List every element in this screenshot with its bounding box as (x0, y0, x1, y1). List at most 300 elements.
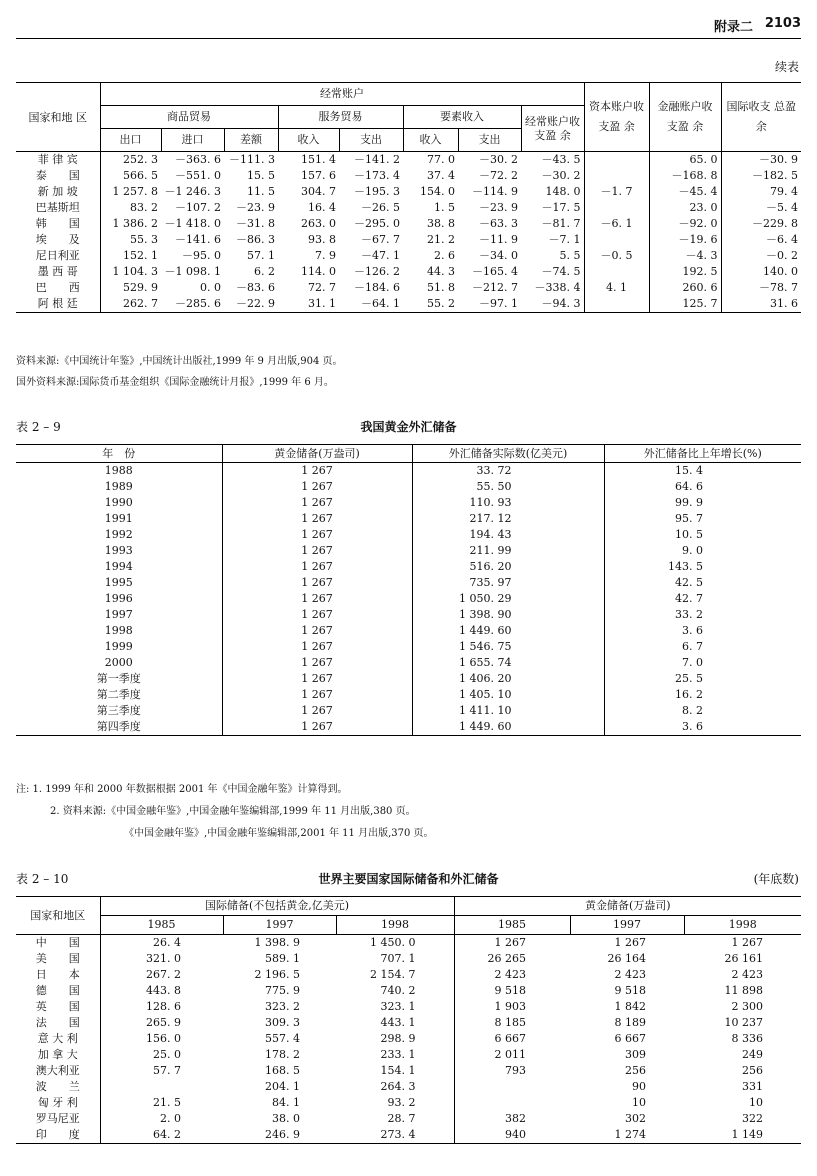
row-label: 法 国 (35, 1016, 80, 1029)
table-cell: 72. 7 (308, 281, 336, 294)
table-cell: 42. 7 (604, 591, 801, 607)
table-cell: 256 (742, 1064, 763, 1077)
table-cell: 77. 0 (427, 153, 455, 166)
table-cell (584, 200, 649, 216)
table-cell: 2 423 (614, 968, 646, 981)
header-gold-reserve: 黄金储备(万盎司) (222, 445, 412, 463)
table-cell: 6 667 (454, 1031, 570, 1047)
header-current-account: 经常账户 (100, 83, 584, 106)
t2-title: 我国黄金外汇储备 (360, 420, 457, 434)
table-cell: 10 (749, 1096, 763, 1109)
table-cell: 8 336 (731, 1032, 763, 1045)
table-cell: 1 398. 90 (412, 607, 604, 623)
table-cell: 57. 1 (247, 249, 275, 262)
table-row (16, 232, 801, 248)
table-cell: －4. 3 (649, 248, 721, 264)
table-cell: 26 164 (607, 952, 646, 965)
table-cell: 152. 1 (100, 248, 161, 264)
table-row (16, 479, 801, 495)
table-cell: －229. 8 (721, 216, 801, 232)
table-cell: 7. 0 (604, 655, 801, 671)
row-label: 加 拿 大 (37, 1048, 78, 1061)
table-cell: －23. 9 (236, 201, 275, 214)
row-label: 1998 (104, 624, 133, 637)
table-cell: 1 104. 3 (100, 264, 161, 280)
table-row (16, 623, 801, 639)
table-cell: 1 267 (222, 623, 412, 639)
table-cell: －30. 9 (721, 152, 801, 169)
table-cell: 1 267 (222, 655, 412, 671)
table-cell: 252. 3 (100, 152, 161, 169)
table-cell (584, 168, 649, 184)
table-cell (584, 232, 649, 248)
table-cell: 2 196. 5 (254, 968, 300, 981)
table-cell: －173. 4 (354, 169, 400, 182)
table-cell: 273. 4 (380, 1128, 416, 1141)
table-cell: 246. 9 (265, 1128, 300, 1141)
table-cell: 557. 4 (265, 1032, 300, 1045)
header-fx-reserve: 外汇储备实际数(亿美元) (412, 445, 604, 463)
table-cell: 1 267 (222, 495, 412, 511)
table-cell: －0. 5 (584, 248, 649, 264)
table-cell: 8 185 (454, 1015, 570, 1031)
table-row (16, 967, 801, 983)
table-cell: 1 450. 0 (370, 936, 416, 949)
table-cell: 1 149 (731, 1128, 763, 1141)
row-label: 阿 根 廷 (37, 297, 78, 310)
table-cell: 33. 2 (604, 607, 801, 623)
table-cell: 9 518 (454, 983, 570, 999)
t3-body (16, 935, 801, 1144)
table-cell: －67. 7 (361, 233, 400, 246)
table-cell: 233. 1 (380, 1048, 416, 1061)
row-label: 中 国 (35, 936, 80, 949)
table-row (16, 200, 801, 216)
row-label: 墨 西 哥 (37, 265, 78, 278)
header-factor-income: 要素收入 (403, 106, 521, 129)
row-label: 巴基斯坦 (35, 201, 80, 214)
table-cell: 140. 0 (721, 264, 801, 280)
table-cell: 25. 5 (604, 671, 801, 687)
table-cell: 217. 12 (412, 511, 604, 527)
table-cell: 1 267 (222, 671, 412, 687)
table-cell: 64. 2 (100, 1127, 223, 1144)
row-label: 第四季度 (96, 720, 141, 733)
table-cell: 154. 0 (420, 185, 455, 198)
gold-fx-reserves-table (16, 444, 801, 736)
table-cell (584, 152, 649, 169)
table-cell: 323. 1 (380, 1000, 416, 1013)
table-cell: 194. 43 (412, 527, 604, 543)
table-cell: 16. 2 (604, 687, 801, 703)
table-cell: 1 398. 9 (254, 936, 300, 949)
table-cell: 1 267 (222, 511, 412, 527)
table-cell: 44. 3 (427, 265, 455, 278)
table-cell: 8 189 (614, 1016, 646, 1029)
table-cell: 55. 3 (100, 232, 161, 248)
table-cell: －26. 5 (361, 201, 400, 214)
table-cell (454, 1095, 570, 1111)
header-difference: 差额 (224, 129, 278, 152)
table-cell: 304. 7 (301, 185, 336, 198)
header-services-expense: 支出 (339, 129, 403, 152)
table-row (16, 543, 801, 559)
row-label: 1991 (104, 512, 133, 525)
table-cell: 10. 5 (604, 527, 801, 543)
table-cell: 204. 1 (265, 1080, 300, 1093)
table-cell: 8. 2 (604, 703, 801, 719)
table-cell: 1 546. 75 (412, 639, 604, 655)
table-cell: 262. 7 (100, 296, 161, 313)
table-cell: 256 (625, 1064, 646, 1077)
header-factor-income-in: 收入 (403, 129, 458, 152)
table-row (16, 511, 801, 527)
header-year-1997-gold: 1997 (570, 916, 684, 935)
table-cell: 5. 5 (559, 249, 581, 262)
table-cell: 331 (742, 1080, 763, 1093)
table-cell: 2 011 (454, 1047, 570, 1063)
header-year-1985-gold: 1985 (454, 916, 570, 935)
table-cell: 114. 0 (301, 265, 336, 278)
table-cell: 128. 6 (100, 999, 223, 1015)
table-cell: 1 406. 20 (412, 671, 604, 687)
t3-unit: (年底数) (753, 872, 799, 886)
row-label: 印 度 (35, 1128, 80, 1141)
header-factor-expense: 支出 (458, 129, 521, 152)
table-cell: －285. 6 (175, 297, 221, 310)
row-label: 英 国 (35, 1000, 80, 1013)
table-cell: 566. 5 (100, 168, 161, 184)
table-cell: －6. 4 (721, 232, 801, 248)
table-cell: 1 903 (454, 999, 570, 1015)
row-label: 德 国 (35, 984, 80, 997)
header-import: 进口 (161, 129, 224, 152)
t1-foreign-source-note: 国外资料来源:国际货币基金组织《国际金融统计月报》,1999 年 6 月。 (16, 377, 334, 388)
table-cell: 65. 0 (649, 152, 721, 169)
row-label: 埃 及 (35, 233, 80, 246)
table-row (16, 1079, 801, 1095)
table-cell: －64. 1 (361, 297, 400, 310)
table-cell: 267. 2 (100, 967, 223, 983)
table-row (16, 575, 801, 591)
table-cell: 21. 5 (100, 1095, 223, 1111)
row-label: 澳大利亚 (35, 1064, 80, 1077)
table-cell: 1 267 (454, 935, 570, 952)
table-row (16, 264, 801, 280)
table-cell: 192. 5 (649, 264, 721, 280)
table-cell: 1. 5 (434, 201, 455, 214)
table-cell: －182. 5 (721, 168, 801, 184)
table-cell: 110. 93 (412, 495, 604, 511)
row-label: 意 大 利 (37, 1032, 78, 1045)
table-cell: 84. 1 (272, 1096, 300, 1109)
table-cell: 1 267 (222, 607, 412, 623)
t2-body (16, 463, 801, 736)
row-label: 罗马尼亚 (35, 1112, 80, 1125)
table-cell: 382 (454, 1111, 570, 1127)
table-cell: 1 449. 60 (412, 719, 604, 736)
table-cell: 298. 9 (380, 1032, 416, 1045)
table-cell: 9 518 (614, 984, 646, 997)
table-cell: 15. 4 (604, 463, 801, 480)
table-row (16, 1047, 801, 1063)
table-cell: 1 267 (222, 639, 412, 655)
table-cell: 79. 4 (721, 184, 801, 200)
table-cell: 15. 5 (247, 169, 275, 182)
table-cell: 1 257. 8 (100, 184, 161, 200)
table-row (16, 152, 801, 169)
table-cell: 37. 4 (427, 169, 455, 182)
table-cell: －363. 6 (175, 153, 221, 166)
table-cell: 21. 2 (427, 233, 455, 246)
table-cell: 55. 50 (412, 479, 604, 495)
table-cell: 151. 4 (301, 153, 336, 166)
table-cell: 4. 1 (584, 280, 649, 296)
header-capital-account: 资本账户收支盈 余 (584, 83, 649, 152)
table-cell: 28. 7 (387, 1112, 416, 1125)
table-cell: 168. 5 (265, 1064, 300, 1077)
table-cell: 264. 3 (380, 1080, 416, 1093)
row-label: 美 国 (35, 952, 80, 965)
table-cell: 1 267 (222, 703, 412, 719)
balance-of-payments-table (16, 82, 801, 313)
row-label: 第一季度 (96, 672, 141, 685)
table-row (16, 184, 801, 200)
table-cell: 775. 9 (265, 984, 300, 997)
table-cell: 1 405. 10 (412, 687, 604, 703)
header-year-1998-gold: 1998 (684, 916, 801, 935)
table-cell: 735. 97 (412, 575, 604, 591)
row-label: 第二季度 (96, 688, 141, 701)
table-row (16, 671, 801, 687)
table-cell: －22. 9 (236, 297, 275, 310)
table-row (16, 168, 801, 184)
table-cell: －111. 3 (229, 153, 275, 166)
table-cell: 31. 6 (721, 296, 801, 313)
table-cell: 11. 5 (247, 185, 275, 198)
table-cell: 26 265 (454, 951, 570, 967)
table-cell: 64. 6 (604, 479, 801, 495)
table-row (16, 527, 801, 543)
table-cell: 1 267 (222, 591, 412, 607)
table-cell: 309. 3 (265, 1016, 300, 1029)
table-cell: 263. 0 (301, 217, 336, 230)
table-cell: －97. 1 (479, 297, 518, 310)
table-cell: 26 161 (724, 952, 763, 965)
table-cell: －72. 2 (479, 169, 518, 182)
row-label: 巴 西 (35, 281, 80, 294)
table-cell: 589. 1 (265, 952, 300, 965)
table-cell: －30. 2 (541, 169, 581, 182)
table-cell: 10 (632, 1096, 646, 1109)
table-cell: 1 411. 10 (412, 703, 604, 719)
t2-note-2: 2. 资料来源:《中国金融年鉴》,中国金融年鉴编辑部,1999 年 11 月出版,380 页。 (50, 806, 416, 817)
row-label: 新 加 坡 (37, 185, 78, 198)
table-cell: －45. 4 (649, 184, 721, 200)
row-label: 1988 (104, 464, 133, 477)
table-cell: 265. 9 (100, 1015, 223, 1031)
table-row (16, 591, 801, 607)
table-cell: －141. 6 (175, 233, 221, 246)
table-row (16, 951, 801, 967)
row-label: 1996 (104, 592, 133, 605)
table-cell: 1 842 (614, 1000, 646, 1013)
table-cell: 157. 6 (301, 169, 336, 182)
header-title: 附录二 (713, 20, 753, 35)
table-cell (454, 1079, 570, 1095)
row-label: 1994 (104, 560, 133, 573)
table-cell: 23. 0 (649, 200, 721, 216)
table-cell: －63. 3 (479, 217, 518, 230)
table-cell: 1 655. 74 (412, 655, 604, 671)
table-row (16, 639, 801, 655)
table-cell: 26. 4 (100, 935, 223, 952)
table-cell: －47. 1 (361, 249, 400, 262)
table-cell: －184. 6 (354, 281, 400, 294)
table-cell: 1 267 (222, 527, 412, 543)
table-cell: －17. 5 (541, 201, 581, 214)
table-cell: 443. 8 (100, 983, 223, 999)
table-row (16, 1015, 801, 1031)
table-cell: 323. 2 (265, 1000, 300, 1013)
table-cell: 443. 1 (380, 1016, 416, 1029)
table-cell: －107. 2 (175, 201, 221, 214)
table-cell: 322 (742, 1112, 763, 1125)
table-cell: 90 (632, 1080, 646, 1093)
table-cell (584, 296, 649, 313)
table-cell: －1. 7 (584, 184, 649, 200)
header-overall-balance: 国际收支 总盈 余 (721, 83, 801, 152)
table-cell: －168. 8 (649, 168, 721, 184)
table-cell (584, 264, 649, 280)
table-cell: 707. 1 (380, 952, 416, 965)
table-cell: 249 (742, 1048, 763, 1061)
header-financial-account: 金融账户收支盈 余 (649, 83, 721, 152)
row-label: 2000 (104, 656, 133, 669)
table-cell: 83. 2 (100, 200, 161, 216)
world-reserves-table (16, 896, 801, 1144)
table-cell: 25. 0 (100, 1047, 223, 1063)
table-cell: －551. 0 (175, 169, 221, 182)
table-cell: 16. 4 (308, 201, 336, 214)
row-label: 1997 (104, 608, 133, 621)
table-cell: －30. 2 (479, 153, 518, 166)
table-row (16, 280, 801, 296)
table-cell: 1 267 (222, 463, 412, 480)
table-cell: 38. 8 (427, 217, 455, 230)
table-cell: 7. 9 (315, 249, 336, 262)
table-row (16, 703, 801, 719)
table-row (16, 559, 801, 575)
table-cell: 51. 8 (427, 281, 455, 294)
row-label: 泰 国 (35, 169, 80, 182)
header-intl-reserve: 国际储备(不包括黄金,亿美元) (100, 897, 454, 916)
table-cell: －165. 4 (472, 265, 518, 278)
table-cell: －5. 4 (721, 200, 801, 216)
row-label: 1995 (104, 576, 133, 589)
table-cell: －34. 0 (479, 249, 518, 262)
t2-caption: 表 2 – 9 (16, 420, 61, 434)
table-row (16, 655, 801, 671)
table-row (16, 216, 801, 232)
table-cell: 260. 6 (649, 280, 721, 296)
table-cell: －338. 4 (534, 281, 581, 294)
table-row (16, 296, 801, 313)
table-cell: 57. 7 (100, 1063, 223, 1079)
table-row (16, 248, 801, 264)
table-cell: 2 300 (731, 1000, 763, 1013)
table-cell: －19. 6 (649, 232, 721, 248)
table-cell: 1 274 (614, 1128, 646, 1141)
table-cell: 302 (625, 1112, 646, 1125)
continued-label: 续表 (774, 60, 799, 74)
table-cell: 10 237 (724, 1016, 763, 1029)
page-number: 2103 (764, 16, 801, 31)
table-row (16, 1031, 801, 1047)
table-cell: 2 154. 7 (370, 968, 416, 981)
row-label: 1999 (104, 640, 133, 653)
table-cell: 516. 20 (412, 559, 604, 575)
table-cell: －126. 2 (354, 265, 400, 278)
table-cell: 1 050. 29 (412, 591, 604, 607)
table-cell: 309 (625, 1048, 646, 1061)
table-cell: 1 267 (222, 559, 412, 575)
table-cell: 33. 72 (412, 463, 604, 480)
table-row (16, 463, 801, 480)
table-cell: －195. 3 (354, 185, 400, 198)
table-cell: 529. 9 (100, 280, 161, 296)
table-cell: －1 246. 3 (164, 185, 221, 198)
row-label: 菲 律 宾 (37, 153, 78, 166)
table-row (16, 687, 801, 703)
table-cell: 42. 5 (604, 575, 801, 591)
table-row (16, 719, 801, 736)
table-cell (100, 1079, 223, 1095)
row-label: 日 本 (35, 968, 80, 981)
t2-note-1: 注: 1. 1999 年和 2000 年数据根据 2001 年《中国金融年鉴》计算得到。 (16, 784, 348, 795)
table-cell: 6. 2 (254, 265, 275, 278)
table-cell: －78. 7 (721, 280, 801, 296)
table-cell: －0. 2 (721, 248, 801, 264)
header-fx-growth: 外汇储备比上年增长(%) (604, 445, 801, 463)
table-cell: 99. 9 (604, 495, 801, 511)
t3-title: 世界主要国家国际储备和外汇储备 (318, 872, 499, 886)
table-cell: 154. 1 (380, 1064, 416, 1077)
table-cell: －141. 2 (354, 153, 400, 166)
row-label: 1989 (104, 480, 133, 493)
table-cell: 11 898 (724, 984, 763, 997)
table-cell: 1 449. 60 (412, 623, 604, 639)
row-label: 波 兰 (35, 1080, 80, 1093)
row-label: 匈 牙 利 (37, 1096, 78, 1109)
row-label: 1990 (104, 496, 133, 509)
table-cell: 940 (454, 1127, 570, 1144)
table-cell: 178. 2 (265, 1048, 300, 1061)
table-cell: 1 267 (222, 687, 412, 703)
table-cell: 6. 7 (604, 639, 801, 655)
table-cell: 6 667 (614, 1032, 646, 1045)
table-cell: －94. 3 (541, 297, 581, 310)
table-cell: －114. 9 (472, 185, 518, 198)
table-cell: －295. 0 (354, 217, 400, 230)
table-cell: 1 267 (614, 936, 646, 949)
row-label: 1993 (104, 544, 133, 557)
table-cell: 95. 7 (604, 511, 801, 527)
table-cell: 2 423 (454, 967, 570, 983)
header-year-1985: 1985 (100, 916, 223, 935)
header-year: 年 份 (102, 447, 136, 460)
t1-body (16, 152, 801, 313)
